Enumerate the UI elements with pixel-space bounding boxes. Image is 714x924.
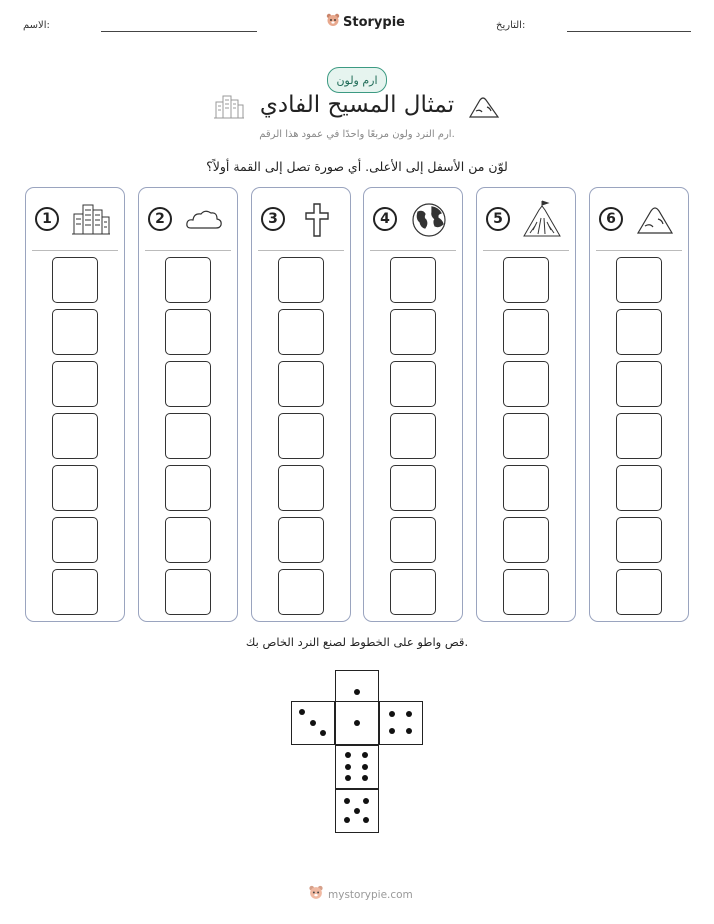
column-number: 1 bbox=[35, 207, 59, 231]
cross-icon bbox=[296, 200, 338, 240]
color-square[interactable] bbox=[390, 569, 436, 615]
color-square[interactable] bbox=[616, 569, 662, 615]
column-divider bbox=[32, 250, 118, 251]
dice-pip bbox=[354, 689, 360, 695]
cloud-icon bbox=[183, 200, 225, 240]
color-square[interactable] bbox=[278, 517, 324, 563]
color-square[interactable] bbox=[52, 361, 98, 407]
dice-face bbox=[335, 789, 379, 833]
color-square[interactable] bbox=[616, 413, 662, 459]
color-square[interactable] bbox=[616, 517, 662, 563]
column-divider bbox=[145, 250, 231, 251]
bear-icon bbox=[308, 885, 324, 904]
color-square[interactable] bbox=[52, 257, 98, 303]
color-square[interactable] bbox=[390, 517, 436, 563]
color-square[interactable] bbox=[52, 465, 98, 511]
dice-pip bbox=[344, 817, 350, 823]
color-square[interactable] bbox=[390, 257, 436, 303]
color-square[interactable] bbox=[165, 569, 211, 615]
color-square[interactable] bbox=[390, 361, 436, 407]
color-square[interactable] bbox=[165, 309, 211, 355]
color-square[interactable] bbox=[278, 257, 324, 303]
color-square[interactable] bbox=[278, 309, 324, 355]
column-4 bbox=[363, 187, 463, 622]
city-buildings-icon bbox=[70, 200, 112, 240]
color-square[interactable] bbox=[390, 413, 436, 459]
globe-icon bbox=[408, 200, 450, 240]
color-square[interactable] bbox=[616, 309, 662, 355]
color-square[interactable] bbox=[390, 465, 436, 511]
color-square[interactable] bbox=[616, 465, 662, 511]
name-line bbox=[101, 31, 257, 32]
column-1 bbox=[25, 187, 125, 622]
color-square[interactable] bbox=[503, 569, 549, 615]
dice-pip bbox=[406, 728, 412, 734]
color-square[interactable] bbox=[503, 517, 549, 563]
dice-pip bbox=[363, 798, 369, 804]
column-2 bbox=[138, 187, 238, 622]
dice-face bbox=[335, 745, 379, 789]
color-square[interactable] bbox=[165, 465, 211, 511]
color-square[interactable] bbox=[503, 361, 549, 407]
dice-pip bbox=[320, 730, 326, 736]
dice-pip bbox=[344, 798, 350, 804]
color-square[interactable] bbox=[165, 361, 211, 407]
column-divider bbox=[596, 250, 682, 251]
dice-pip bbox=[310, 720, 316, 726]
instruction-text: لوّن من الأسفل إلى الأعلى. أي صورة تصل إلى القمة أولاً؟ bbox=[206, 159, 508, 174]
column-divider bbox=[483, 250, 569, 251]
color-square[interactable] bbox=[390, 309, 436, 355]
color-square[interactable] bbox=[616, 257, 662, 303]
dice-pip bbox=[354, 720, 360, 726]
color-square[interactable] bbox=[52, 517, 98, 563]
dice-pip bbox=[406, 711, 412, 717]
mountain-peak-icon bbox=[521, 200, 563, 240]
dice-pip bbox=[299, 709, 305, 715]
dice-pip bbox=[345, 764, 351, 770]
color-square[interactable] bbox=[278, 465, 324, 511]
color-square[interactable] bbox=[503, 309, 549, 355]
roll-color-badge: ارم ولون bbox=[327, 67, 387, 93]
bear-icon bbox=[326, 13, 340, 32]
column-number: 6 bbox=[599, 207, 623, 231]
subtitle: ارم النرد ولون مربعًا واحدًا في عمود هذا الرقم. bbox=[259, 129, 455, 140]
brand-name: Storypie bbox=[343, 15, 405, 30]
date-label: التاريخ: bbox=[496, 20, 526, 31]
footer-url: mystorypie.com bbox=[328, 888, 413, 901]
dice-pip bbox=[389, 711, 395, 717]
color-square[interactable] bbox=[52, 413, 98, 459]
column-number: 4 bbox=[373, 207, 397, 231]
column-divider bbox=[370, 250, 456, 251]
name-label: الاسم: bbox=[23, 20, 50, 31]
column-3 bbox=[251, 187, 351, 622]
color-square[interactable] bbox=[503, 465, 549, 511]
column-number: 2 bbox=[148, 207, 172, 231]
dice-pip bbox=[354, 808, 360, 814]
color-square[interactable] bbox=[503, 413, 549, 459]
dice-pip bbox=[362, 764, 368, 770]
color-square[interactable] bbox=[616, 361, 662, 407]
dice-pip bbox=[389, 728, 395, 734]
dice-face bbox=[291, 701, 335, 745]
color-square[interactable] bbox=[165, 517, 211, 563]
column-divider bbox=[258, 250, 344, 251]
dice-pip bbox=[345, 775, 351, 781]
color-square[interactable] bbox=[165, 257, 211, 303]
dice-face bbox=[379, 701, 423, 745]
city-buildings-icon bbox=[213, 92, 245, 122]
brand-logo bbox=[326, 13, 405, 32]
column-5 bbox=[476, 187, 576, 622]
color-square[interactable] bbox=[503, 257, 549, 303]
dice-pip bbox=[345, 752, 351, 758]
page-title: تمثال المسيح الفادي bbox=[259, 92, 455, 118]
dice-pip bbox=[362, 775, 368, 781]
dice-pip bbox=[363, 817, 369, 823]
mountain-icon bbox=[634, 200, 676, 240]
color-square[interactable] bbox=[165, 413, 211, 459]
date-line bbox=[567, 31, 691, 32]
column-6 bbox=[589, 187, 689, 622]
dice-pip bbox=[362, 752, 368, 758]
color-square[interactable] bbox=[278, 413, 324, 459]
column-number: 5 bbox=[486, 207, 510, 231]
color-square[interactable] bbox=[278, 361, 324, 407]
color-square[interactable] bbox=[278, 569, 324, 615]
mountain-icon bbox=[467, 93, 501, 121]
color-square[interactable] bbox=[52, 569, 98, 615]
dice-face bbox=[335, 701, 379, 745]
column-number: 3 bbox=[261, 207, 285, 231]
color-square[interactable] bbox=[52, 309, 98, 355]
footer bbox=[308, 885, 413, 904]
cut-instruction: قص واطو على الخطوط لصنع النرد الخاص بك. bbox=[245, 635, 469, 649]
